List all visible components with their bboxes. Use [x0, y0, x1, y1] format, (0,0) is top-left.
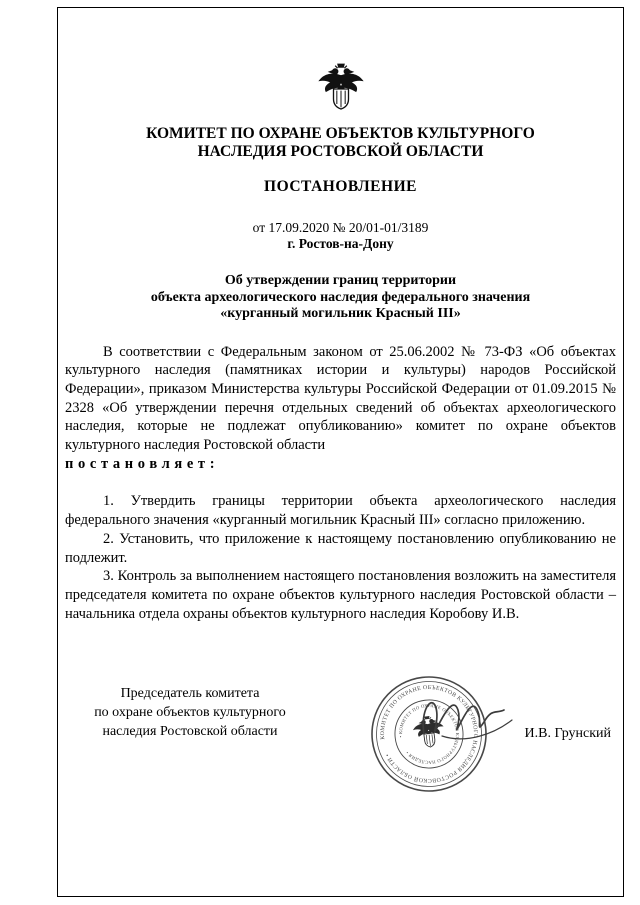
doc-date-number: от 17.09.2020 № 20/01-01/3189 — [252, 220, 429, 235]
org-name — [58, 125, 623, 161]
signer-position-line-2: по охране объектов культурного — [94, 705, 286, 720]
official-stamp — [346, 664, 526, 824]
intro-paragraph: В соответствии с Федеральным законом от 25.06.2002 № 73-ФЗ «Об объектах культурного наследия (памятниках истории и культуры) народов Российской Федерации», приказом Министерства культуры Российской Федерации от 01.09.2015 № 2328 «Об утверждении перечня отдельных сведений об объектах археологического наследия, которые не подлежат опубликованию» комитет по охране объектов культурного наследия Ростовской области — [65, 343, 616, 454]
coat-of-arms-icon — [316, 62, 366, 116]
signer-position-line-3: наследия Ростовской области — [102, 724, 278, 739]
resolution-item-3: 3. Контроль за выполнением настоящего постановления возложить на заместителя председателя комитета по охране объектов культурного наследия Ростовской области – начальника отдела охраны объектов культурного наследия Коробову И.В. — [65, 568, 616, 622]
doc-meta — [58, 220, 623, 252]
doc-body — [65, 343, 616, 624]
subject-line-2: объекта археологического наследия федерального значения — [150, 289, 531, 305]
resolution-items — [65, 492, 616, 623]
doc-type-title: ПОСТАНОВЛЕНИЕ — [264, 178, 417, 195]
resolution-item-1: 1. Утвердить границы территории объекта археологического наследия федерального значения «курганный могильник Красный III» согласно приложению. — [65, 493, 616, 529]
doc-subject — [58, 273, 623, 323]
doc-city: г. Ростов-на-Дону — [287, 236, 394, 251]
signer-position — [64, 684, 316, 741]
resolves-word: постановляет: — [65, 455, 220, 472]
signature-block — [58, 676, 623, 851]
stamp-ring-text: КОМИТЕТ ПО ОХРАНЕ ОБЪЕКТОВ КУЛЬТУРНОГО НАСЛЕДИЯ РОСТОВСКОЙ ОБЛАСТИ • — [379, 684, 479, 784]
signer-position-line-1: Председатель комитета — [120, 686, 260, 701]
subject-line-1: Об утверждении границ территории — [224, 273, 457, 288]
resolution-item-2: 2. Установить, что приложение к настоящему постановлению опубликованию не подлежит. — [65, 530, 616, 566]
signer-name: И.В. Грунский — [524, 726, 611, 741]
page-frame — [57, 7, 624, 897]
org-name-line-2: НАСЛЕДИЯ РОСТОВСКОЙ ОБЛАСТИ — [197, 143, 484, 160]
subject-line-3: «курганный могильник Красный III» — [220, 306, 461, 321]
stamp-inner-ring-text: • КОМИТЕТ ПО ОХРАНЕ ОБЪЕКТОВ КУЛЬТУРНОГО НАСЛЕДИЯ • — [397, 702, 461, 766]
org-name-line-1: КОМИТЕТ ПО ОХРАНЕ ОБЪЕКТОВ КУЛЬТУРНОГО — [146, 125, 535, 142]
